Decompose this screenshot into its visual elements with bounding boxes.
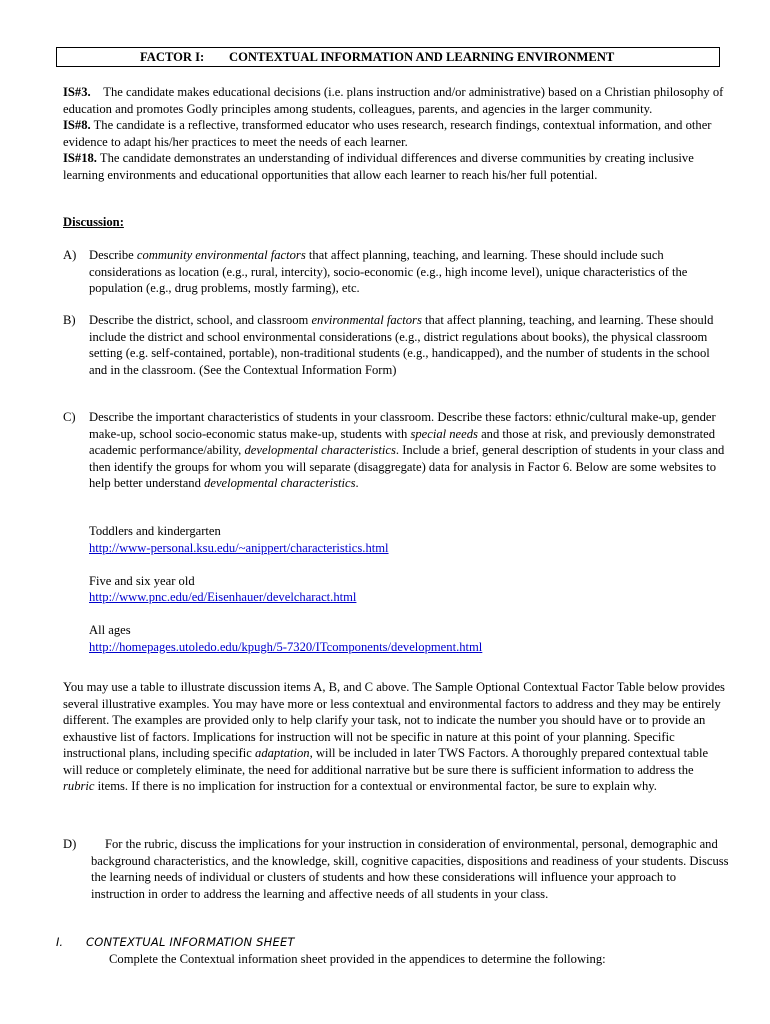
section-number: I.: [56, 935, 64, 949]
item-text-part: Describe the important characteristics of students in your classroom. Describe these factors: ethnic/cultural make-up, gender make-up, school socio-economic status make-up, students with: [89, 410, 716, 441]
item-text-emphasis: special needs: [410, 426, 478, 441]
item-text-part: and those at risk, and previously demonstrated academic performance/ability,: [89, 426, 716, 457]
website-entry: [89, 622, 709, 655]
standard-is3: [63, 84, 728, 117]
standard-code: IS#3.: [63, 85, 91, 99]
item-text-part: Describe: [89, 248, 137, 262]
item-text: [89, 247, 729, 297]
item-label: C): [63, 410, 76, 424]
paragraph-part: You may use a table to illustrate discussion items A, B, and C above. The Sample Optional Contextual Factor Table below provides several illustrative examples. You may have more or less contextual and environmental factors to address and they may be entirely different. The examples are provided only to help clarify your task, not to indicate the number you should have or to provide an exhaustive list of factors. Implications for instruction will not be specific in nature at this point of your planning. Specific instructional plans, including specific: [63, 680, 725, 760]
item-text: [89, 312, 729, 378]
website-label: Five and six year old: [89, 573, 195, 588]
item-text-part: .: [355, 476, 359, 490]
item-text-part: . Include a brief, general description of students in your class and then identify the groups for whom you will separate (disaggregate) data for analysis in Factor 6. Below are some websites to help better understand: [89, 443, 725, 490]
contextual-table-paragraph: [63, 679, 728, 795]
discussion-heading: Discussion:: [63, 215, 124, 229]
standard-code: IS#18.: [63, 151, 97, 165]
item-text: [91, 836, 731, 902]
item-text: [89, 409, 729, 492]
item-text-emphasis: community environmental factors: [136, 248, 306, 262]
section-title: CONTEXTUAL INFORMATION SHEET: [86, 935, 295, 949]
website-link[interactable]: http://www.pnc.edu/ed/Eisenhauer/develcharact.html: [89, 590, 357, 604]
item-label: A): [63, 248, 77, 262]
item-text-part: For the rubric, discuss the implications for your instruction in consideration of environmental, personal, demographic and background characteristics, and the knowledge, skill, cognitive capacities, dispositions and readiness of your students. Discuss the learning needs of individual or clusters of students and how these considerations will influence your approach to instruction in order to address the learning and affective needs of all students in your class.: [91, 837, 729, 901]
website-label: Toddlers and kindergarten: [89, 524, 221, 538]
item-text-emphasis: developmental characteristics: [244, 443, 396, 457]
website-link[interactable]: http://www-personal.ksu.edu/~anippert/characteristics.html: [89, 540, 389, 555]
item-text-part: that affect planning, teaching, and learning. These should include the district and school environmental considerations (e.g., district regulations about books), the physical classroom setting (e.g. self-contained, portable), non-traditional students (e.g., handicapped), and the number of students in the school and in the classroom. (See the Contextual Information Form): [89, 313, 714, 377]
item-label: B): [63, 313, 76, 327]
standard-text: The candidate is a reflective, transformed educator who uses research, research findings, contextual information, and other evidence to adapt his/her practices to meet the needs of each learner.: [63, 118, 712, 149]
standard-is8: [63, 117, 728, 150]
paragraph-part: items. If there is no implication for instruction for a contextual or environmental factor, be sure to explain why.: [94, 779, 657, 793]
website-list: [89, 523, 709, 672]
paragraph-emphasis: rubric: [63, 779, 95, 793]
factor-header: [56, 47, 720, 67]
item-text-part: that affect planning, teaching, and learning. These should include such considerations as location (e.g., rural, intercity), socio-economic (e.g., high income level), unique characteristics of the population (e.g., drug problems, mostly farming), etc.: [89, 248, 688, 295]
section-instruction: Complete the Contextual information sheet provided in the appendices to determine the following:: [109, 952, 606, 966]
standard-code: IS#8.: [63, 118, 91, 132]
website-entry: [89, 573, 709, 606]
website-label: All ages: [89, 623, 131, 637]
paragraph-part: will be included in later TWS Factors. A thoroughly prepared contextual table will reduce or completely eliminate, the need for additional narrative but be sure there is sufficient information to address the: [63, 746, 709, 777]
factor-title: CONTEXTUAL INFORMATION AND LEARNING ENVIRONMENT: [229, 50, 615, 64]
website-link[interactable]: http://homepages.utoledo.edu/kpugh/5-7320/ITcomponents/development.html: [89, 639, 483, 654]
item-text-part: Describe the district, school, and classroom: [89, 313, 312, 327]
factor-label: FACTOR I:: [140, 50, 205, 64]
paragraph-emphasis: adaptation,: [255, 746, 313, 760]
item-text-emphasis: environmental factors: [311, 313, 422, 327]
item-text-emphasis: developmental characteristics: [204, 476, 356, 490]
standard-text: The candidate demonstrates an understanding of individual differences and diverse communities by creating inclusive learning environments and educational opportunities that allow each learner to reach his/her full potential.: [63, 151, 694, 182]
item-label: D): [63, 837, 77, 851]
standards-list: [63, 84, 728, 183]
standard-is18: [63, 150, 728, 183]
website-entry: [89, 523, 709, 556]
standard-text: The candidate makes educational decisions (i.e. plans instruction and/or administrative) based on a Christian philosophy of education and promotes Godly principles among students, colleagues, parents, and agencies in the larger community.: [63, 85, 724, 116]
